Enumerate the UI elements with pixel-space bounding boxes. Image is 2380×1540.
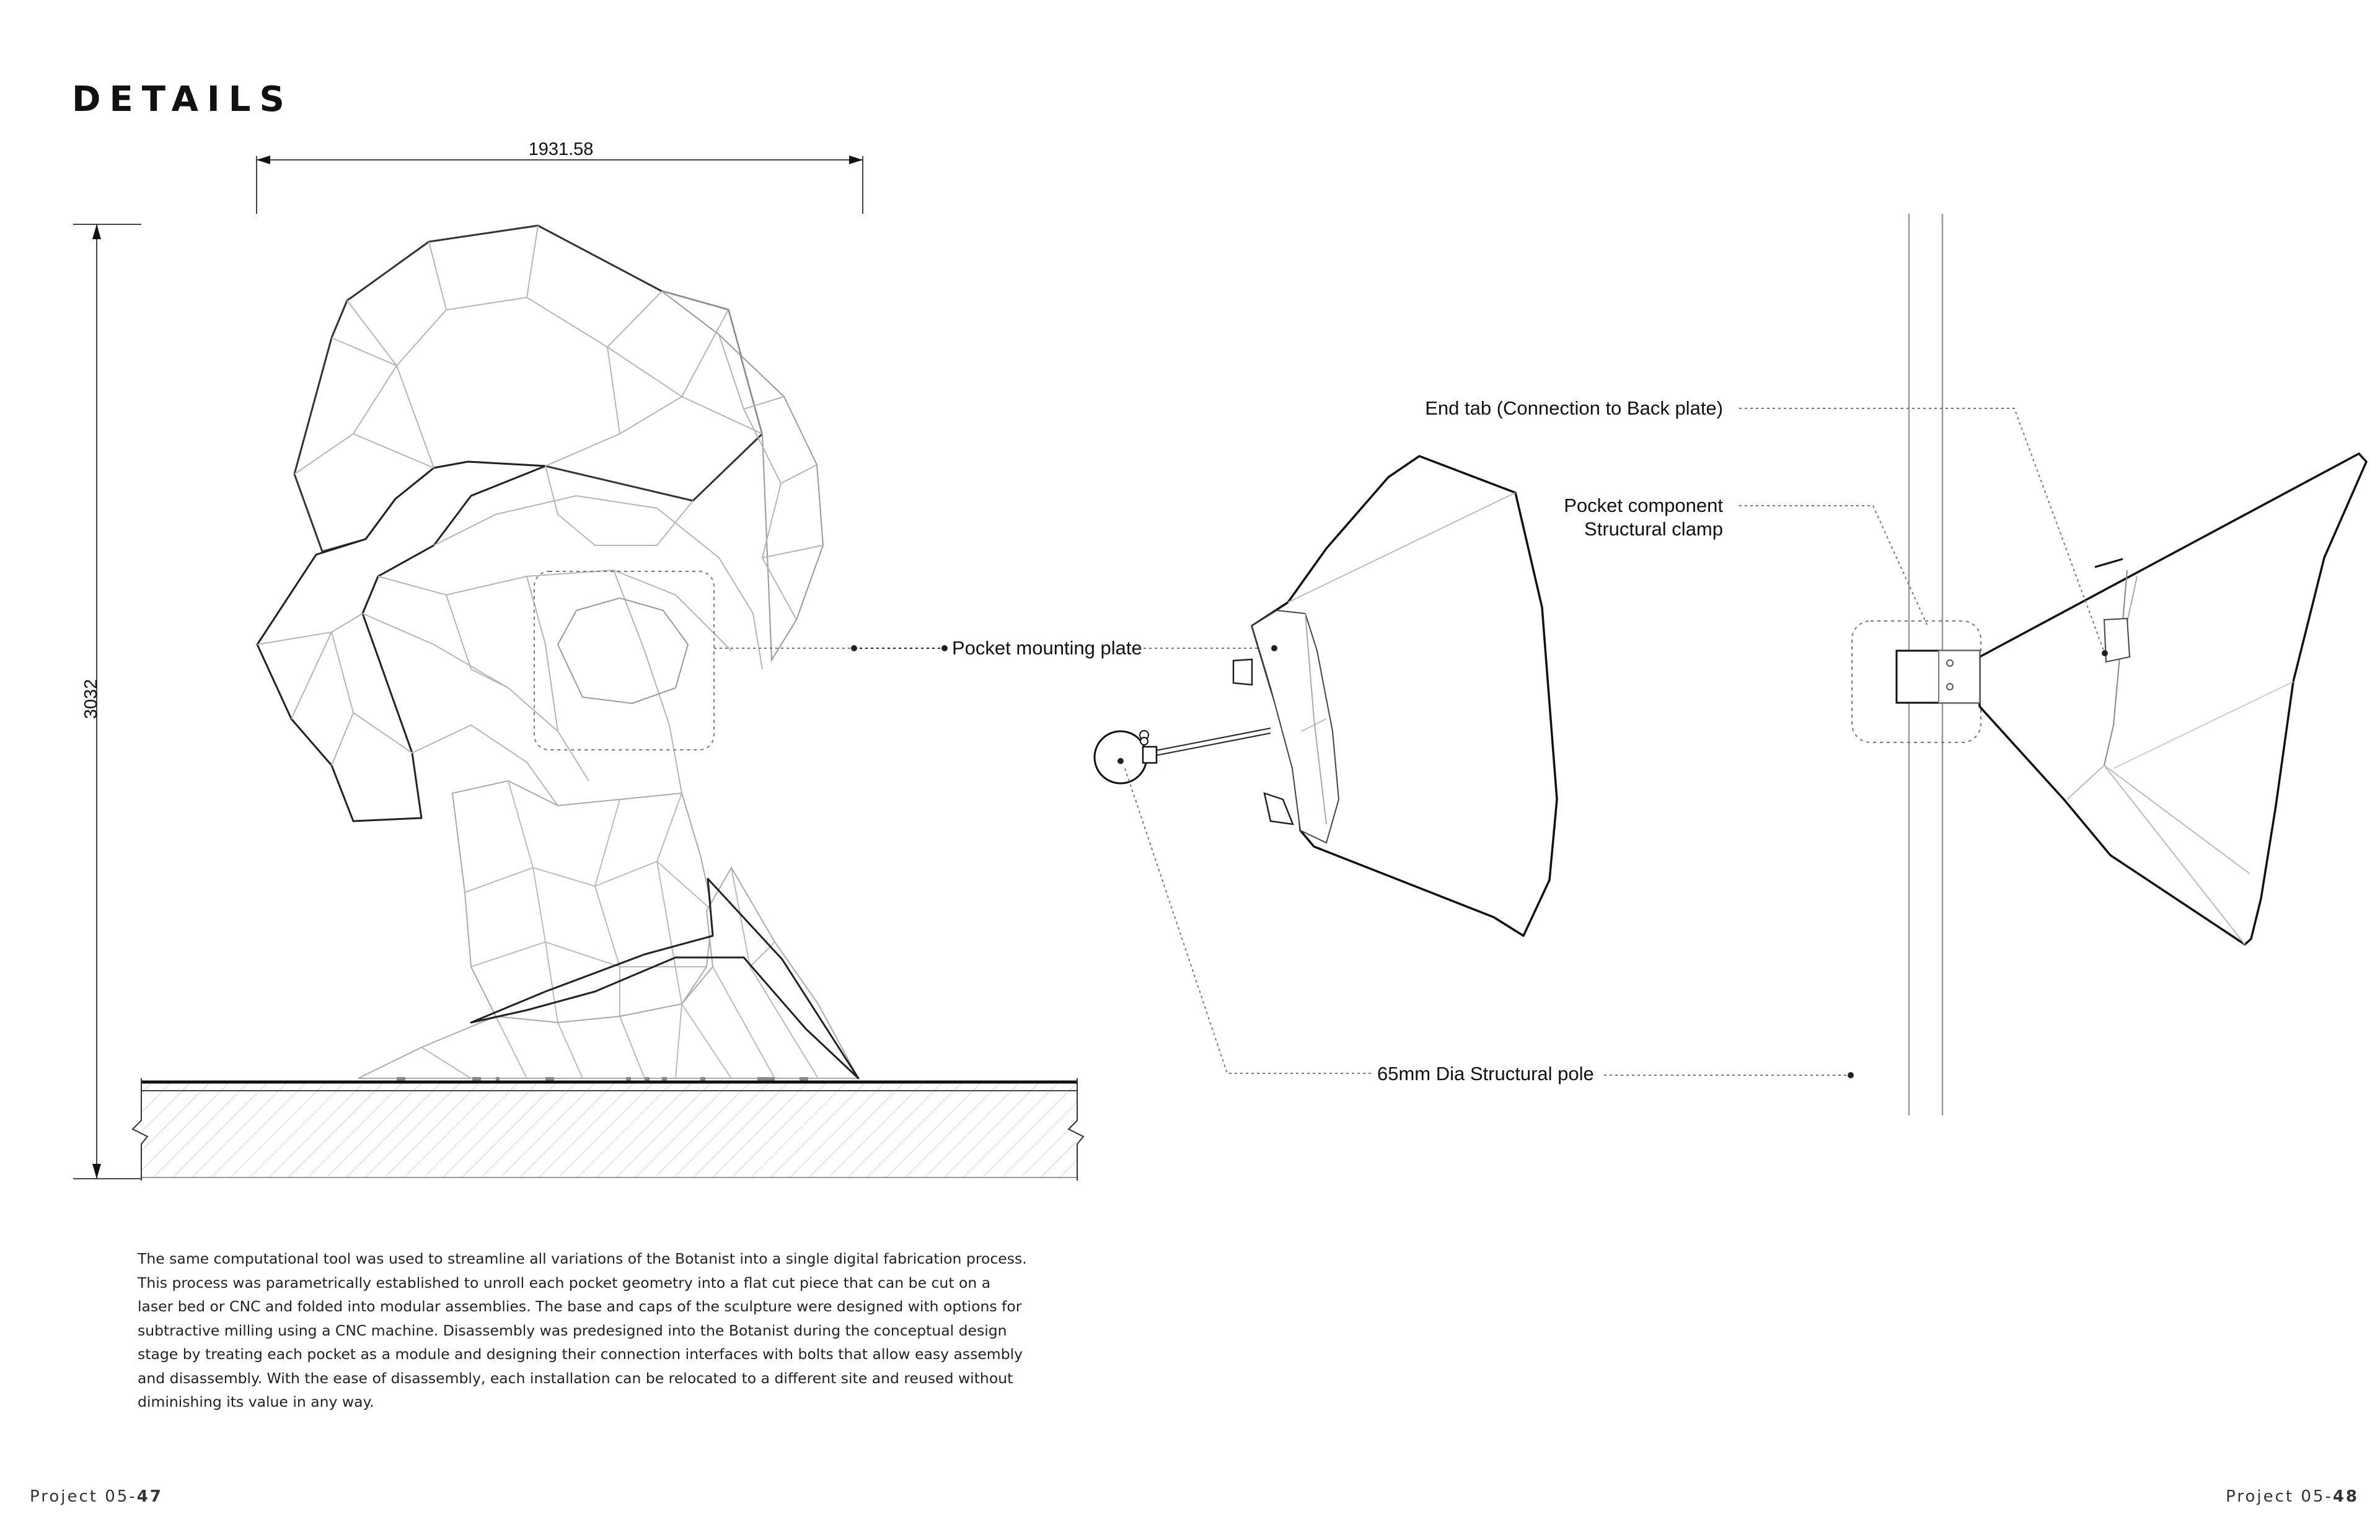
pole-connection-detail — [1852, 214, 2366, 1115]
width-dimension-label: 1931.58 — [528, 139, 594, 159]
structural-pole-label: 65mm Dia Structural pole — [1377, 1063, 1594, 1085]
pocket-component-label-line2: Structural clamp — [1584, 518, 1723, 540]
page-title: DETAILS — [72, 79, 293, 120]
description-paragraph — [138, 1247, 1067, 1414]
head-sculpture — [257, 226, 858, 1081]
description-line: This process was parametrically established to unroll each pocket geometry into a flat cut piece that can be cut on a — [138, 1274, 991, 1291]
footer-page-right — [2226, 1487, 2359, 1506]
footer-right-page-number: 48 — [2332, 1487, 2359, 1506]
width-dimension — [257, 139, 863, 214]
description-line: The same computational tool was used to streamline all variations of the Botanist into a single digital fabrication process. — [138, 1250, 1027, 1267]
height-dimension-label: 3032 — [81, 679, 101, 719]
end-tab-label: End tab (Connection to Back plate) — [1425, 397, 1723, 419]
ground-section — [133, 1078, 1083, 1181]
pocket-component-label-line1: Pocket component — [1564, 495, 1723, 516]
pocket-mounting-plate-label: Pocket mounting plate — [952, 637, 1142, 659]
description-line: laser bed or CNC and folded into modular assemblies. The base and caps of the sculpture were designed with options for — [138, 1298, 1022, 1315]
pocket-mounting-plate-callout — [714, 637, 1282, 659]
pocket-detail-drawing — [1095, 456, 1557, 936]
height-dimension — [73, 224, 141, 1179]
pocket-component-callout — [1564, 495, 1928, 626]
footer-right-prefix: Project 05- — [2226, 1487, 2333, 1506]
footer-left-page-number: 47 — [136, 1487, 163, 1506]
footer-left-prefix: Project 05- — [30, 1487, 137, 1506]
footer-page-left — [30, 1487, 163, 1506]
description-line: subtractive milling using a CNC machine. Disassembly was predesigned into the Botanist during the conceptual design — [138, 1321, 1007, 1339]
description-line: and disassembly. With the ease of disassembly, each installation can be relocated to a different site and reused without — [138, 1369, 1013, 1387]
description-line: stage by treating each pocket as a module and designing their connection interfaces with bolts that allow easy assembly — [138, 1345, 1023, 1363]
description-line: diminishing its value in any way. — [138, 1393, 374, 1410]
pocket-outline — [558, 598, 688, 703]
